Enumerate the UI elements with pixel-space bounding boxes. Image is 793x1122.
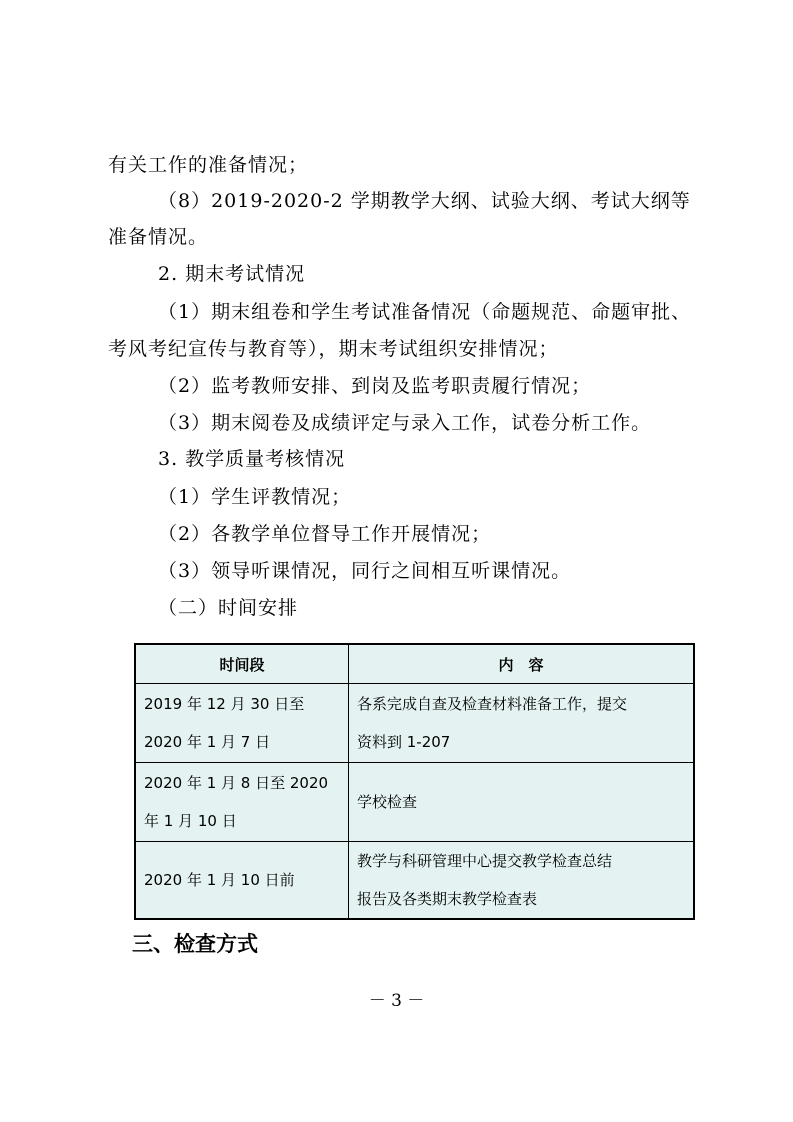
schedule-table bbox=[134, 643, 695, 920]
paragraph-line: （8）2019-2020-2 学期教学大纲、试验大纲、考试大纲等 bbox=[158, 190, 691, 212]
paragraph-line: （3）领导听课情况，同行之间相互听课情况。 bbox=[158, 560, 572, 582]
period-cell: 2020 年 1 月 8 日至 2020 年 1 月 10 日 bbox=[135, 763, 349, 842]
paragraph-line: （1）期末组卷和学生考试准备情况（命题规范、命题审批、 bbox=[158, 301, 692, 323]
paragraph-line: 有关工作的准备情况； bbox=[108, 154, 309, 176]
table-row bbox=[135, 763, 694, 842]
column-header-period: 时间段 bbox=[135, 644, 349, 684]
table-header-row bbox=[135, 644, 694, 684]
content-cell: 各系完成自查及检查材料准备工作，提交 资料到 1-207 bbox=[349, 684, 695, 763]
period-cell: 2019 年 12 月 30 日至 2020 年 1 月 7 日 bbox=[135, 684, 349, 763]
page-number: － 3 － bbox=[368, 991, 425, 1011]
paragraph-line: （2）监考教师安排、到岗及监考职责履行情况； bbox=[158, 375, 592, 397]
content-cell: 学校检查 bbox=[349, 763, 695, 842]
section-heading: 三、检查方式 bbox=[132, 932, 258, 956]
subsection-heading: 2. 期末考试情况 bbox=[158, 263, 306, 285]
subsection-heading: 3. 教学质量考核情况 bbox=[158, 448, 346, 470]
column-header-content: 内 容 bbox=[349, 644, 695, 684]
paragraph-line: 准备情况。 bbox=[108, 226, 209, 248]
table-row bbox=[135, 842, 694, 920]
period-cell: 2020 年 1 月 10 日前 bbox=[135, 842, 349, 920]
paragraph-line: （2）各教学单位督导工作开展情况； bbox=[158, 523, 492, 545]
paragraph-line: 考风考纪宣传与教育等），期末考试组织安排情况； bbox=[108, 338, 559, 360]
content-cell: 教学与科研管理中心提交教学检查总结 报告及各类期末教学检查表 bbox=[349, 842, 695, 920]
paragraph-line: （3）期末阅卷及成绩评定与录入工作，试卷分析工作。 bbox=[158, 412, 652, 434]
paragraph-line: （1）学生评教情况； bbox=[158, 486, 352, 508]
subsection-heading: （二）时间安排 bbox=[158, 597, 299, 619]
table-row bbox=[135, 684, 694, 763]
